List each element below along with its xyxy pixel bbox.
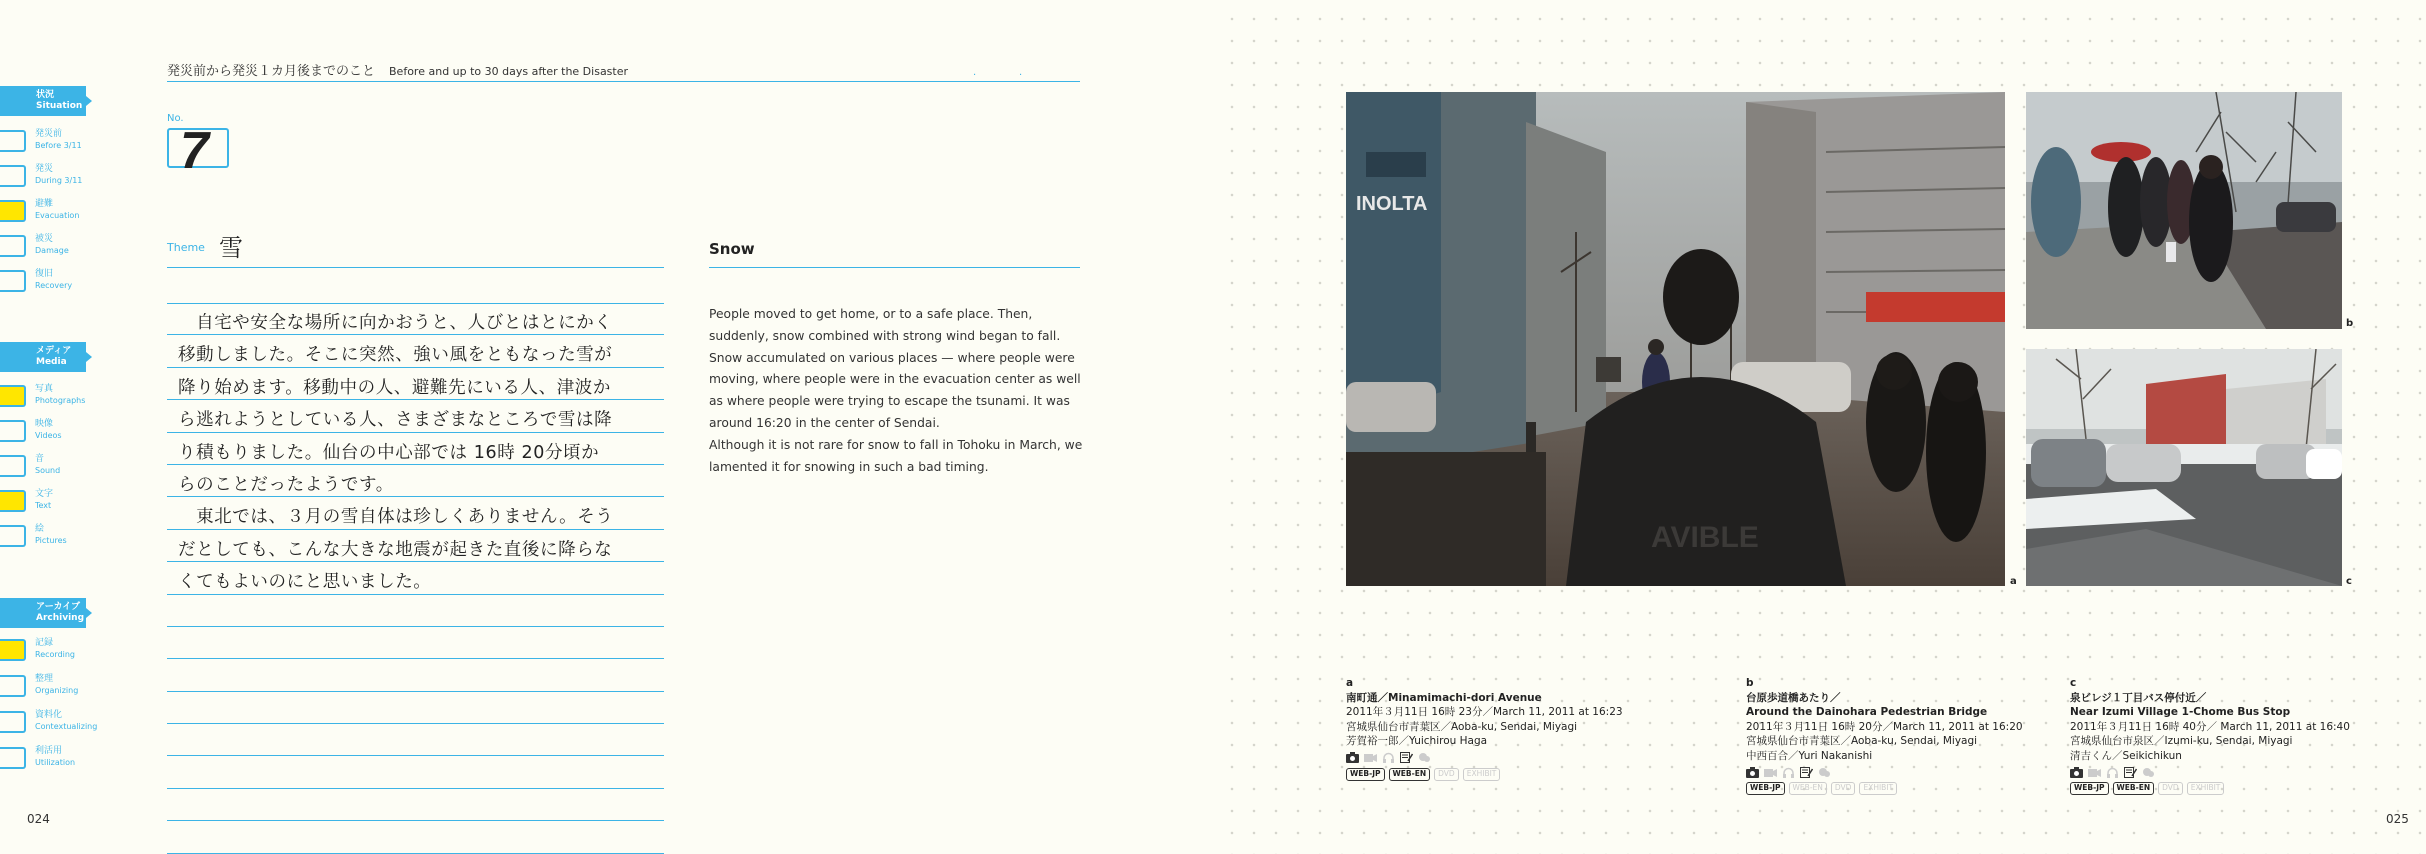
sidebar-checkbox [0,270,26,292]
sidebar-item-text [0,488,90,516]
header-dot-marker: . [973,67,977,78]
theme-title-jp: 雪 [219,234,243,262]
jp-line: ら逃れようとしている人、さまざまなところで雪は降 [178,410,613,431]
caption-author: 清吉くん／Seikichikun [2070,749,2182,762]
sidebar-item-during [0,163,90,191]
picture-icon [1418,752,1431,763]
tag-dvd: DVD [1831,782,1856,795]
caption-title: 台原歩道橋あたり／ [1746,691,1841,704]
video-icon [1364,752,1377,763]
caption-c [2070,676,2380,795]
jp-line: 降り始めます。移動中の人、避難先にいる人、津波か [178,377,611,398]
sidebar-heading-en: Media [36,357,67,367]
theme-title-en: Snow [709,240,755,258]
caption-letter: c [2070,677,2077,689]
english-paragraph: Although it is not rare for snow to fall in Tohoku in March, we lamented it for snowing in such a bad timing. [709,437,1083,474]
sidebar-item-evacuation [0,198,90,226]
svg-text:INOLTA: INOLTA [1356,193,1428,215]
tag-web-en: WEB-EN [2113,782,2155,795]
sidebar-heading-jp: 状況 [36,90,55,100]
tag-dvd: DVD [2158,782,2183,795]
media-icons [1346,751,1656,765]
caption-author: 芳賀裕一郎／Yuichirou Haga [1346,735,1488,747]
tag-list [1746,782,2056,795]
camera-icon [2070,767,2083,778]
picture-icon [2142,767,2155,778]
sidebar-item-label: 映像 Videos [35,419,62,440]
sidebar-heading-jp: アーカイブ [36,602,81,612]
photo-a-image [1346,92,2005,586]
photo-b [2026,92,2342,329]
entry-number: 7 [180,122,209,180]
text-icon [1400,752,1413,763]
sidebar-checkbox [0,235,26,257]
tag-list [2070,782,2380,795]
sidebar-item-label: 整理 Organizing [35,674,79,695]
sidebar-checkbox [0,165,26,187]
sidebar-item-label: 文字 Text [35,489,54,510]
header-dot-marker: . [1019,67,1023,78]
sidebar-checkbox [0,747,26,769]
sidebar-item-label: 利活用 Utilization [35,746,76,767]
sidebar-item-label: 写真 Photographs [35,384,86,405]
sidebar-heading-en: Archiving [36,613,85,623]
caption-letter: a [1346,677,1354,689]
tag-exhibit: EXHIBIT [1859,782,1897,795]
caption-b [1746,676,2056,795]
tag-dvd: DVD [1434,768,1459,781]
sidebar-item-photographs [0,383,90,411]
sidebar-item-label: 記録 Recording [35,638,76,659]
caption-title-en: Near Izumi Village 1-Chome Bus Stop [2070,706,2291,718]
english-body-text [709,304,1084,478]
english-paragraph: People moved to get home, or to a safe place. Then, suddenly, snow combined with strong wind began to fall. Snow accumulated on various places — where people were moving, where people were in the evacuation center as well as where people were trying to escape the tsunami. It was around 16:20 in the center of Sendai. [709,307,1081,430]
sidebar-checkbox-checked [0,639,26,661]
caption-title: 泉ビレジ１丁目バス停付近／ [2070,691,2207,704]
photo-c-label: c [2346,576,2352,587]
sidebar-heading-situation [0,86,86,116]
camera-icon [1746,767,1759,778]
tag-list [1346,768,1656,781]
jp-line: だとしても、こんな大きな地震が起きた直後に降らな [178,539,613,560]
tag-web-jp: WEB-JP [2070,782,2109,795]
caption-place: 宮城県仙台市泉区／Izumi-ku, Sendai, Miyagi [2070,735,2293,747]
sidebar-item-organizing [0,673,90,701]
photo-a [1346,92,2005,586]
caption-place: 宮城県仙台市青葉区／Aoba-ku, Sendai, Miyagi [1346,720,1578,733]
page-number-left: 024 [27,812,50,826]
caption-place: 宮城県仙台市青葉区／Aoba-ku, Sendai, Miyagi [1746,735,1978,747]
sidebar-item-recovery [0,268,90,296]
video-icon [2088,767,2101,778]
section-header-jp: 発災前から発災１カ月後までのこと [167,64,376,79]
japanese-body-text [178,307,658,599]
sidebar-item-label: 絵 Pictures [35,524,67,545]
photo-a-label: a [2010,576,2017,587]
headphones-icon [1382,752,1395,763]
entry-number-label: No. [167,113,184,124]
sidebar-checkbox [0,711,26,733]
sidebar-heading-jp: メディア [36,346,72,356]
text-icon [2124,767,2137,778]
caption-author: 中西百合／Yuri Nakanishi [1746,749,1873,762]
caption-letter: b [1746,677,1754,689]
tag-web-jp: WEB-JP [1346,768,1385,781]
sidebar-item-before [0,128,90,156]
tag-web-en: WEB-EN [1389,768,1431,781]
sidebar-item-videos [0,418,90,446]
caption-date: 2011年３月11日 16時 23分／March 11, 2011 at 16:23 [1346,706,1623,718]
theme-label: Theme [167,241,205,254]
sidebar-item-label: 被災 Damage [35,234,69,255]
camera-icon [1346,752,1359,763]
photo-c [2026,349,2342,586]
jp-line: 自宅や安全な場所に向かおうと、人びとはとにかく [178,313,613,333]
caption-title: 南町通／Minamimachi-dori Avenue [1346,691,1542,704]
jp-line: 東北では、３月の雪自体は珍しくありません。そう [178,507,614,528]
sidebar-item-label: 復旧 Recovery [35,269,73,290]
sidebar-checkbox-checked [0,200,26,222]
sidebar-item-damage [0,233,90,261]
photo-b-image [2026,92,2342,329]
theme-row [167,228,664,268]
section-header-en: Before and up to 30 days after the Disaster [389,65,629,78]
sidebar-item-label: 音 Sound [35,454,61,475]
sidebar-item-label: 発災 During 3/11 [35,164,83,185]
jp-line: らのことだったようです。 [178,475,394,496]
headphones-icon [2106,767,2119,778]
jp-line: り積もりました。仙台の中心部では 16時 20分頃か [178,442,600,463]
theme-title-en-row [709,228,1080,268]
caption-date: 2011年３月11日 16時 20分／March 11, 2011 at 16:20 [1746,720,2023,733]
sidebar-item-sound [0,453,90,481]
media-icons [1746,765,2056,779]
right-page [1213,0,2426,854]
sidebar-checkbox [0,525,26,547]
tag-exhibit: EXHIBIT [1463,768,1501,781]
sidebar-item-label: 発災前 Before 3/11 [35,129,82,150]
caption-date: 2011年３月11日 16時 40分／ March 11, 2011 at 16:40 [2070,720,2350,733]
caption-title-en: Around the Dainohara Pedestrian Bridge [1746,706,1988,718]
sidebar-checkbox [0,420,26,442]
sidebar-checkbox [0,130,26,152]
sidebar-checkbox-checked [0,385,26,407]
sidebar-checkbox-checked [0,490,26,512]
photo-c-image [2026,349,2342,586]
caption-a [1346,676,1656,781]
sidebar-heading-media [0,342,86,372]
sidebar-item-recording [0,637,90,665]
tag-exhibit: EXHIBIT [2187,782,2225,795]
headphones-icon [1782,767,1795,778]
sidebar-heading-en: Situation [36,101,83,111]
sidebar-item-label: 資料化 Contextualizing [35,710,98,731]
jp-line: 移動しました。そこに突然、強い風をともなった雪が [178,345,613,366]
picture-icon [1818,767,1831,778]
jp-line: くてもよいのにと思いました。 [178,572,432,593]
sidebar-item-label: 避難 Evacuation [35,199,80,220]
sidebar-item-utilization [0,745,90,773]
svg-text:AVIBLE: AVIBLE [1651,521,1759,554]
photo-b-label: b [2346,318,2354,329]
tag-web-en: WEB-EN [1789,782,1827,795]
media-icons [2070,765,2380,779]
section-header [167,60,1080,82]
sidebar-heading-archiving [0,598,86,628]
page-number-right: 025 [2386,812,2409,826]
text-icon [1800,767,1813,778]
tag-web-jp: WEB-JP [1746,782,1785,795]
sidebar-item-contextualizing [0,709,98,737]
sidebar-checkbox [0,675,26,697]
sidebar-item-pictures [0,523,90,551]
sidebar-checkbox [0,455,26,477]
video-icon [1764,767,1777,778]
